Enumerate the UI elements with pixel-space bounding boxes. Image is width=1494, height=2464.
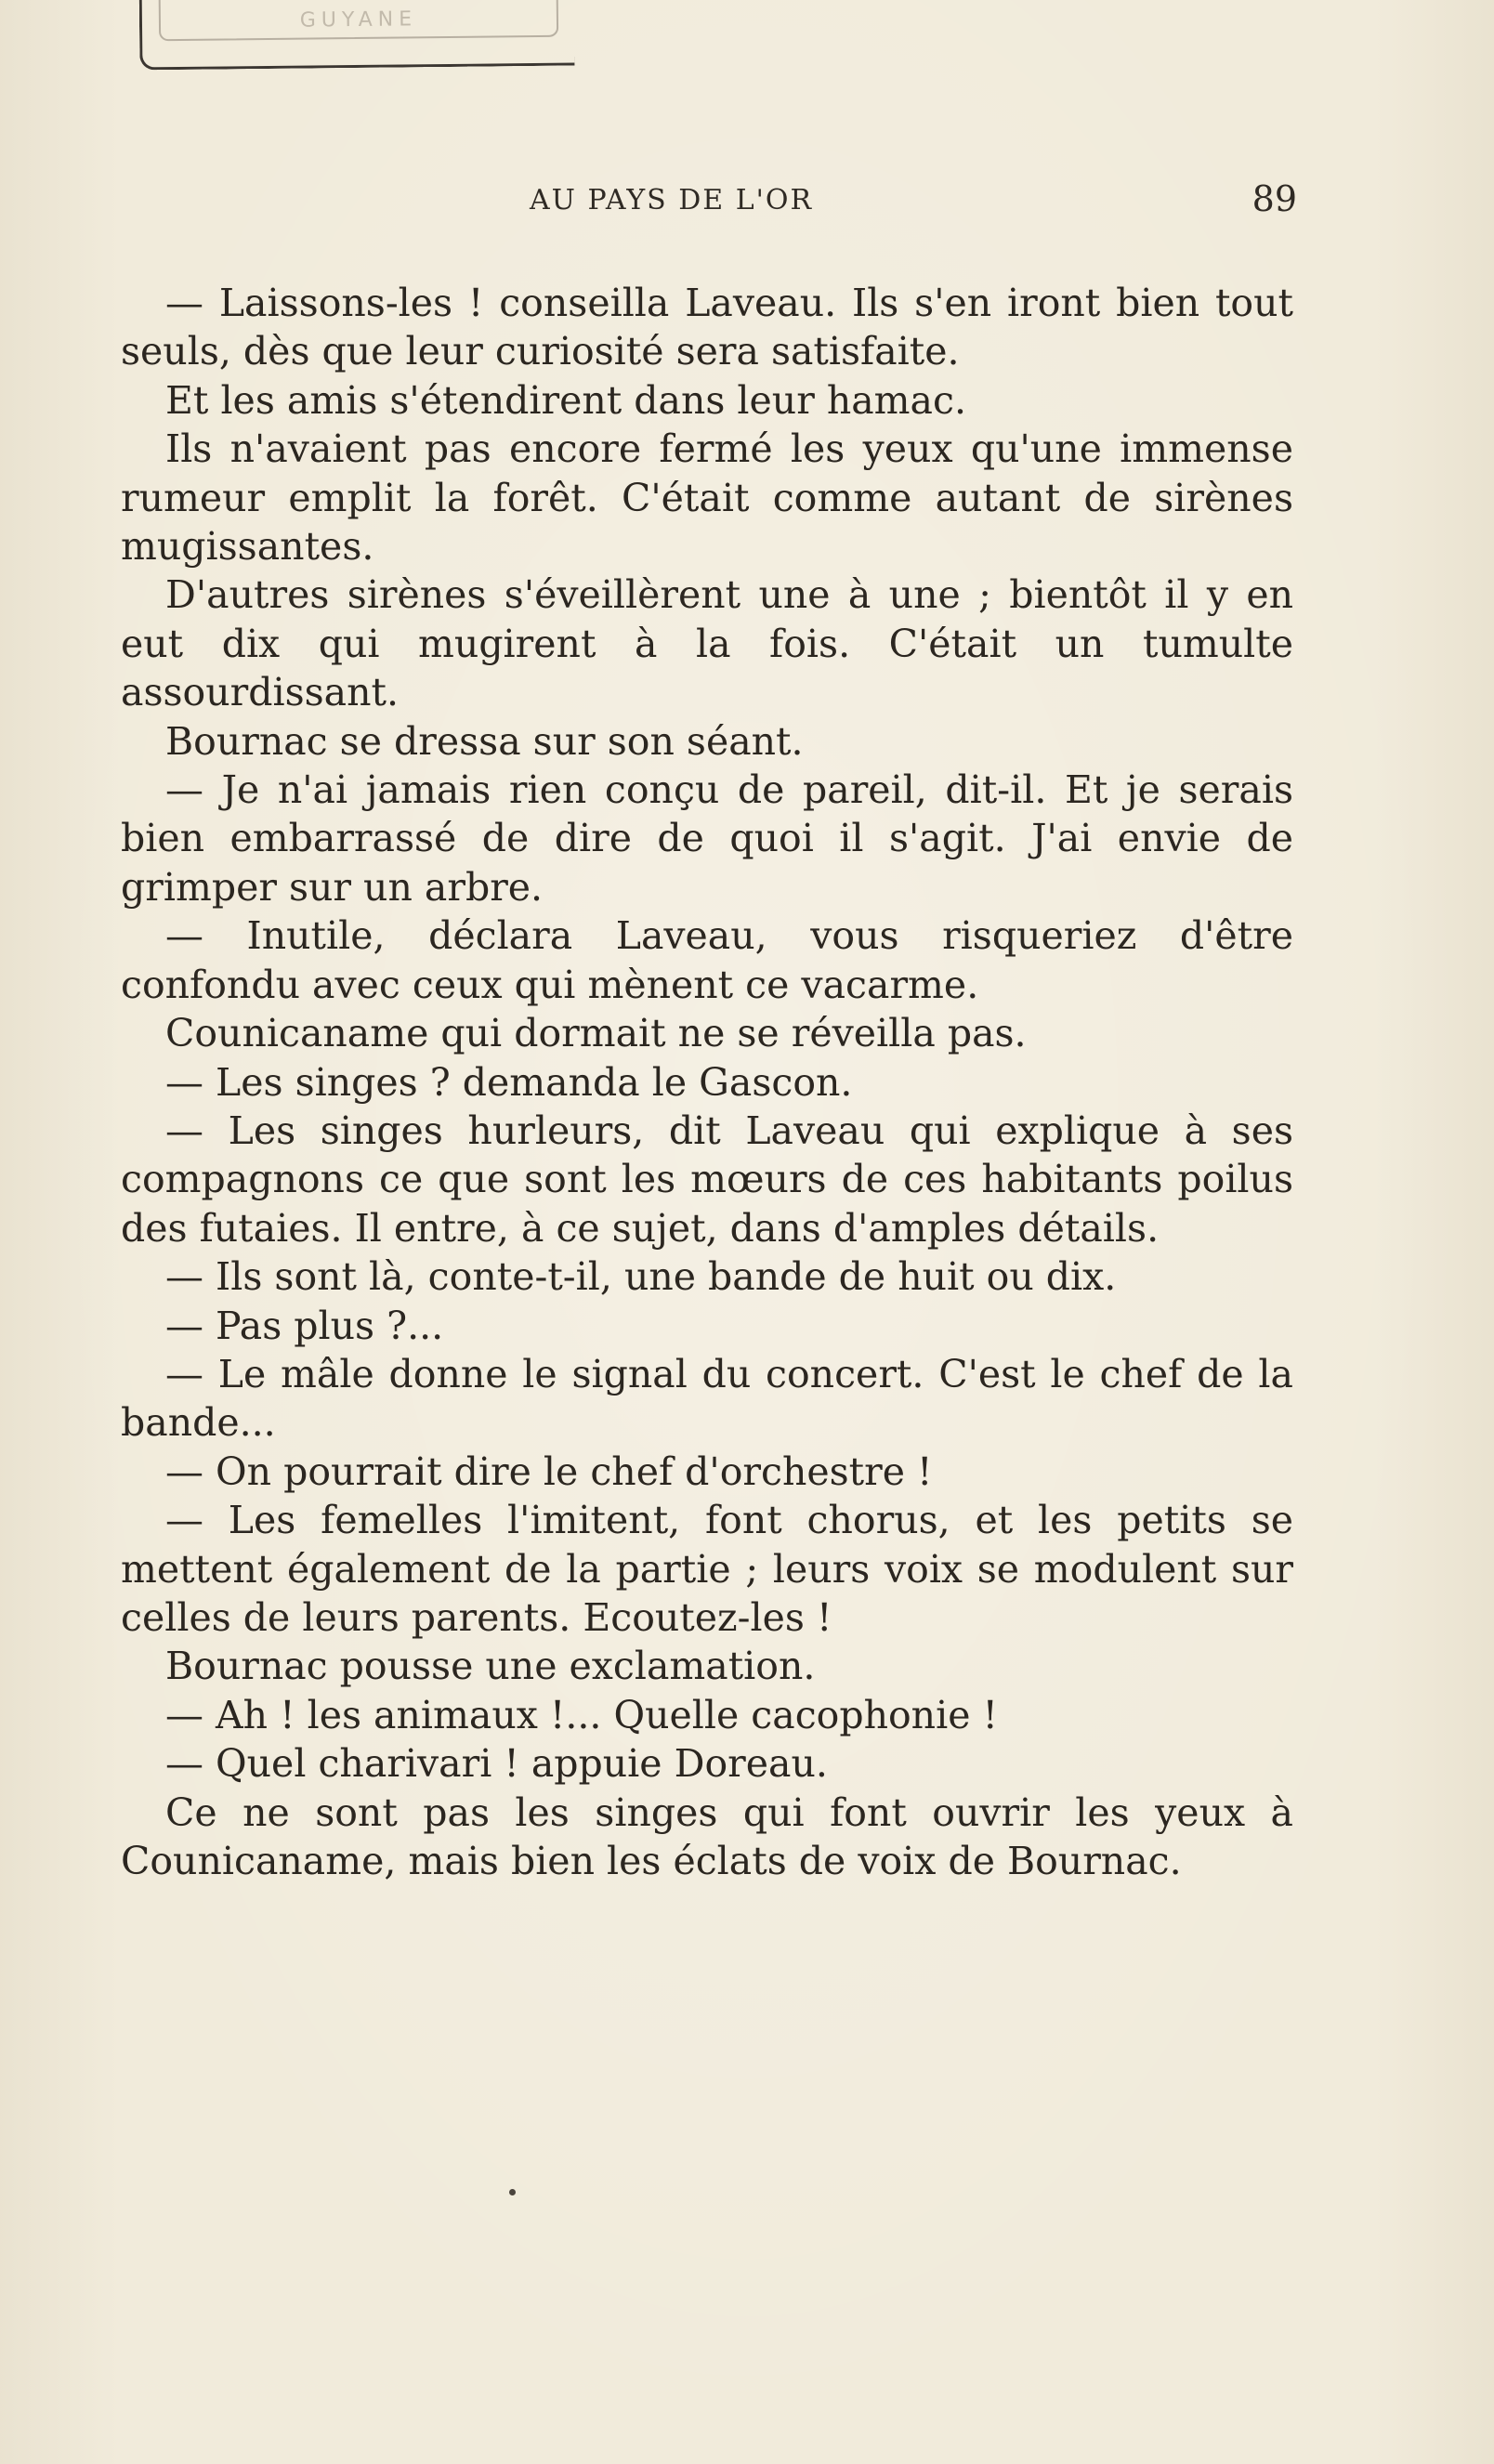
paragraph: — Les singes ? demanda le Gascon. [165,1059,853,1105]
body-text [121,279,1293,1885]
paragraph: — Inutile, déclara Laveau, vous risqueriez d'être confondu avec ceux qui mènent ce vacarme. [121,913,1293,1007]
page-header [121,178,1297,225]
paragraph: Counicaname qui dormait ne se réveilla pas. [165,1011,1027,1056]
paragraph: — Le mâle donne le signal du concert. C'est le chef de la bande... [121,1351,1293,1446]
paragraph: — Les femelles l'imitent, font chorus, et les petits se mettent également de la partie ; leurs voix se modulent sur celles de leurs parents. Ecoutez-les ! [121,1498,1293,1640]
paragraph: — Les singes hurleurs, dit Laveau qui explique à ses compagnons ce que sont les mœurs de ces habitants poilus des futaies. Il entre, à ce sujet, dans d'amples détails. [121,1107,1293,1251]
paragraph: — Je n'ai jamais rien conçu de pareil, dit-il. Et je serais bien embarrassé de dire de quoi il s'agit. J'ai envie de grimper sur un arbre. [121,767,1293,910]
paragraph: Ce ne sont pas les singes qui font ouvrir les yeux à Counicaname, mais bien les éclats de voix de Bournac. [121,1789,1293,1883]
library-stamp [139,0,575,70]
paragraph: — Ah ! les animaux !... Quelle cacophonie ! [165,1692,998,1737]
paragraph: — Pas plus ?... [165,1303,444,1348]
paragraph: — Laissons-les ! conseilla Laveau. Ils s'en iront bien tout seuls, dès que leur curiosité sera satisfaite. [121,281,1293,374]
paragraph: Bournac se dressa sur son séant. [165,718,804,764]
paragraph: D'autres sirènes s'éveillèrent une à une ; bientôt il y en eut dix qui mugirent à la fois. C'était un tumulte assourdissant. [121,572,1293,715]
paragraph: — Quel charivari ! appuie Doreau. [165,1741,828,1787]
running-title: AU PAYS DE L'OR [530,184,814,216]
paragraph: Ils n'avaient pas encore fermé les yeux qu'une immense rumeur emplit la forêt. C'était comme autant de sirènes mugissantes. [121,426,1293,570]
library-stamp-frame [158,0,558,41]
ink-speck [509,2189,516,2195]
page-number: 89 [1252,178,1297,219]
paragraph: — On pourrait dire le chef d'orchestre ! [165,1448,933,1494]
paragraph: Bournac pousse une exclamation. [165,1644,816,1689]
paragraph: Et les amis s'étendirent dans leur hamac. [165,377,967,423]
paragraph: — Ils sont là, conte-t-il, une bande de huit ou dix. [165,1254,1117,1300]
library-stamp-text: GUYANE [299,7,418,33]
